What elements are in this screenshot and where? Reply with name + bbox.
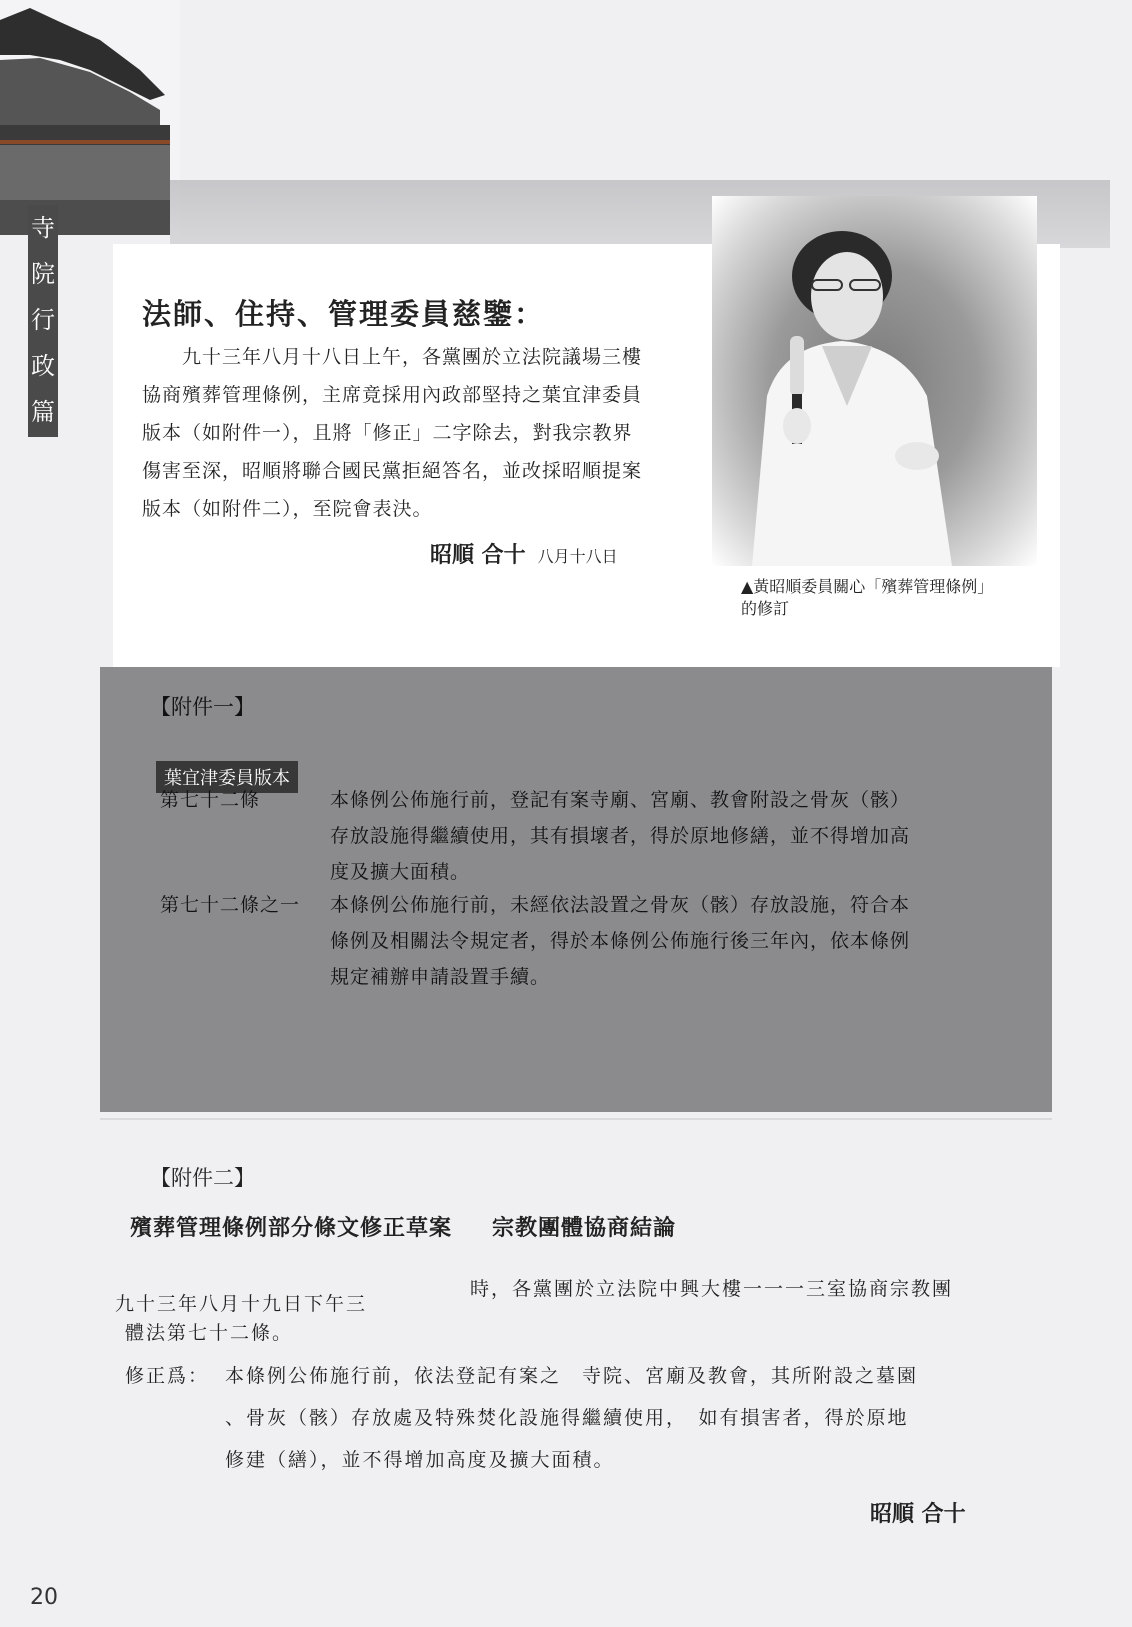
- signature-name: 昭順 合十: [430, 542, 526, 568]
- amend-line: 本條例公佈施行前，依法登記有案之 寺院、宮廟及教會，其所附設之墓園: [225, 1365, 919, 1387]
- divider: [100, 1118, 1052, 1120]
- article-number: 第七十二條: [160, 789, 261, 811]
- article-line: 規定補辦申請設置手續。: [330, 966, 551, 988]
- letter-body: [142, 338, 702, 528]
- amend-line: 、骨灰（骸）存放處及特殊焚化設施得繼續使用， 如有損害者，得於原地: [225, 1407, 909, 1429]
- meeting-text-1: 九十三年八月十九日下午三: [115, 1293, 368, 1315]
- article-line: 存放設施得繼續使用，其有損壞者，得於原地修繕，並不得增加高: [330, 825, 911, 847]
- heading-left: 殯葬管理條例部分條文修正草案: [130, 1215, 453, 1241]
- article-line: 度及擴大面積。: [330, 861, 471, 883]
- attachment-one-title: 【附件一】: [150, 695, 255, 719]
- amend-line: 修建（繕），並不得增加高度及擴大面積。: [225, 1449, 615, 1471]
- attachment-two-title: 【附件二】: [150, 1166, 255, 1190]
- letter-line: 九十三年八月十八日上午，各黨團於立法院議場三樓: [142, 346, 643, 368]
- letter-date: 八月十八日: [537, 547, 618, 566]
- amend-label: 修正爲：: [125, 1365, 210, 1387]
- article-number: 第七十二條之一: [160, 894, 301, 916]
- meeting-text-2: 時，各黨團於立法院中興大樓一一一三室協商宗教團: [470, 1278, 954, 1300]
- attachment-one-panel: [100, 667, 1052, 1112]
- letter-signature: [430, 538, 618, 569]
- attachment-two-heading: [130, 1211, 716, 1242]
- attachment-two-signature: 昭順 合十: [870, 1501, 966, 1527]
- article-line: 條例及相關法令規定者，得於本條例公佈施行後三年內，依本條例: [330, 930, 911, 952]
- photo-caption: [741, 576, 1041, 620]
- caption-line: ▲黃昭順委員關心「殯葬管理條例」: [741, 577, 994, 596]
- page-number: 20: [30, 1585, 58, 1610]
- side-tab-char: 政: [31, 352, 55, 380]
- letter-line: 協商殯葬管理條例，主席竟採用內政部堅持之葉宜津委員: [142, 384, 643, 406]
- heading-right: 宗教團體協商結論: [492, 1215, 677, 1241]
- side-tab-char: 院: [31, 260, 55, 288]
- article-line: 本條例公佈施行前，登記有案寺廟、宮廟、教會附設之骨灰（骸）: [330, 789, 911, 811]
- side-tab-char: 篇: [31, 398, 55, 426]
- letter-salutation: 法師、住持、管理委員慈鑒：: [142, 297, 546, 331]
- article-line: 本條例公佈施行前，未經依法設置之骨灰（骸）存放設施，符合本: [330, 894, 911, 916]
- letter-line: 傷害至深，昭順將聯合國民黨拒絕答名，並改採昭順提案: [142, 460, 643, 482]
- article-72: [160, 782, 980, 890]
- letter-line: 版本（如附件一），且將「修正」二字除去，對我宗教界: [142, 422, 633, 444]
- article-72-1: [160, 887, 980, 995]
- caption-line: 的修訂: [741, 599, 790, 618]
- meeting-text-3: 體法第七十二條。: [125, 1322, 294, 1344]
- side-tab-char: 寺: [31, 214, 55, 242]
- version-label: 葉宜津委員版本: [156, 761, 298, 793]
- section-side-tab: [28, 205, 58, 437]
- letter-line: 版本（如附件二），至院會表決。: [142, 498, 433, 520]
- portrait-photo: [712, 196, 1037, 566]
- side-tab-char: 行: [31, 306, 55, 334]
- temple-roof-image: [0, 0, 180, 235]
